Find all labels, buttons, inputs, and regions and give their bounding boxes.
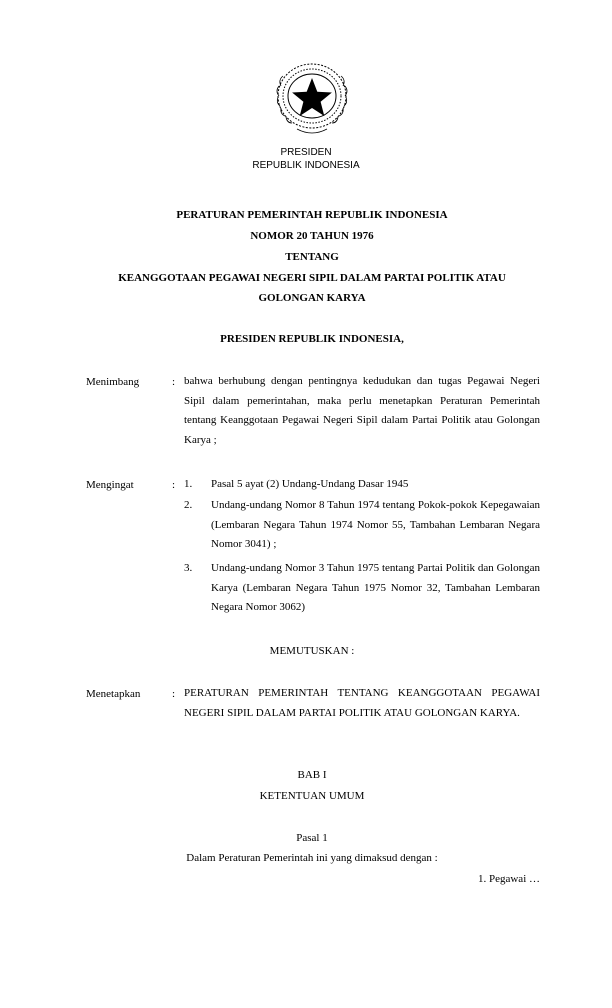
menimbang-text: bahwa berhubung dengan pentingnya kedudukan dan tugas Pegawai Negeri Sipil dalam pemerintahan, maka perlu menetapkan Peraturan Pemerintah tentang Keanggotaan Pegawai Negeri Sipil dalam Partai Politik atau Golongan Karya ; [184, 375, 540, 446]
header-presiden: PRESIDEN [280, 147, 332, 158]
title-line-4: KEANGGOTAAN PEGAWAI NEGERI SIPIL DALAM PARTAI POLITIK ATAU [118, 272, 506, 284]
title-line-1: PERATURAN PEMERINTAH REPUBLIK INDONESIA [176, 209, 448, 221]
mengingat-colon: : [172, 479, 176, 491]
pasal-number: Pasal 1 [296, 832, 328, 844]
pasal-intro: Dalam Peraturan Pemerintah ini yang dimaksud dengan : [186, 852, 438, 864]
mengingat-item-1 [184, 475, 540, 495]
menimbang-label: Menimbang [86, 376, 140, 388]
mengingat-item-3-text: Undang-undang Nomor 3 Tahun 1975 tentang Partai Politik dan Golongan Karya (Lembaran Negara Tahun 1975 Nomor 32, Tambahan Lembaran Negara Nomor 3062) [211, 562, 540, 613]
mengingat-item-1-text: Pasal 5 ayat (2) Undang-Undang Dasar 1945 [211, 478, 409, 490]
mengingat-label: Mengingat [86, 479, 134, 491]
title-line-5: GOLONGAN KARYA [258, 292, 366, 304]
mengingat-item-2-num: 2. [184, 499, 193, 511]
mengingat-item-2-text: Undang-undang Nomor 8 Tahun 1974 tentang Pokok-pokok Kepegawaian (Lembaran Negara Tahun 1974 Nomor 55, Tambahan Lembaran Negara Nomor 3041) ; [211, 499, 540, 550]
bab-title: KETENTUAN UMUM [259, 790, 365, 802]
page-continuation: 1. Pegawai … [477, 873, 540, 885]
president-line: PRESIDEN REPUBLIK INDONESIA, [220, 333, 404, 345]
menetapkan-colon: : [172, 688, 176, 700]
title-line-3: TENTANG [285, 251, 339, 263]
mengingat-item-1-num: 1. [184, 478, 193, 490]
mengingat-item-3 [184, 559, 540, 618]
bab-number: BAB I [297, 769, 327, 781]
mengingat-item-3-num: 3. [184, 562, 193, 574]
header-republik-indonesia: REPUBLIK INDONESIA [252, 160, 360, 171]
menetapkan-text: PERATURAN PEMERINTAH TENTANG KEANGGOTAAN PEGAWAI NEGERI SIPIL DALAM PARTAI POLITIK ATAU GOLONGAN KARYA. [184, 687, 540, 719]
mengingat-item-2 [184, 496, 540, 555]
garuda-star-emblem [267, 56, 357, 138]
menetapkan-label: Menetapkan [86, 688, 141, 700]
menimbang-colon: : [172, 376, 176, 388]
memutuskan-heading: MEMUTUSKAN : [269, 645, 355, 657]
title-line-2: NOMOR 20 TAHUN 1976 [250, 230, 374, 242]
